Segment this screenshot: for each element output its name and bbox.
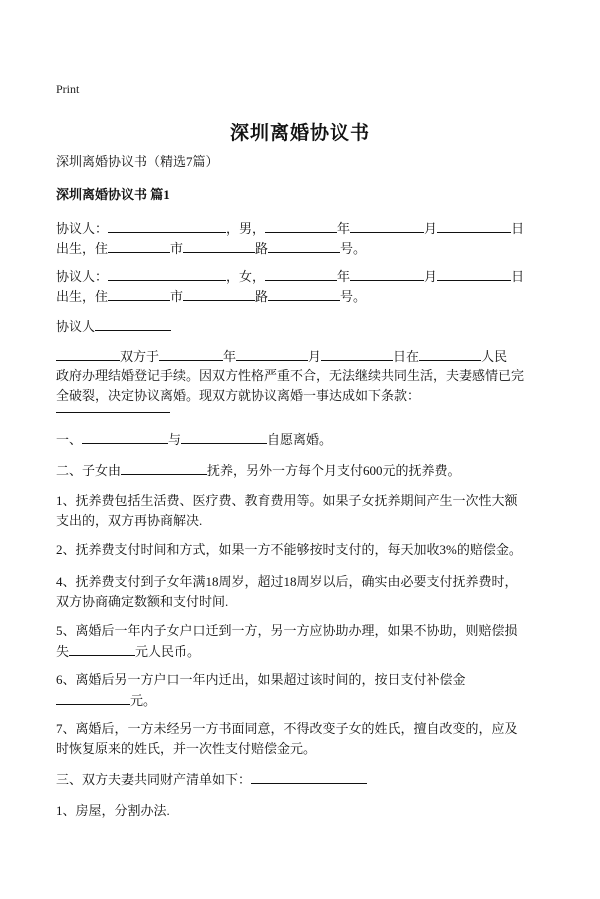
party2-city-blank (108, 286, 170, 301)
clause1-party-b-blank (181, 429, 267, 444)
document-subtitle: 深圳离婚协议书（精选7篇） (56, 154, 219, 169)
clause2-line (56, 460, 556, 481)
party1-label: 协议人： (56, 221, 109, 236)
signatory-blank (95, 316, 171, 331)
clause1-line (56, 429, 556, 450)
document-title: 深圳离婚协议书 (229, 123, 370, 144)
item5-line2 (56, 641, 556, 662)
party1-year: 年 (337, 221, 351, 236)
item6-line1: 6、离婚后另一方户口一年内迁出，如果超过该时间的，按日支付补偿金 (56, 672, 466, 687)
clause1-prefix: 一、 (56, 432, 83, 447)
intro-day-blank (321, 346, 393, 361)
intro-people-court: 人民 (481, 349, 508, 364)
party1-number: 号。 (340, 241, 367, 256)
item4-line2: 双方协商确定数额和支付时间. (56, 594, 229, 609)
party2-road: 路 (255, 289, 269, 304)
item5-line1: 5、离婚后一年内子女户口迁到一方，另一方应协助办理，如果不协助，则赔偿损 (56, 623, 518, 638)
party1-day-blank (437, 218, 511, 233)
party2-year: 年 (337, 269, 351, 284)
item4-line1: 4、抚养费支付到子女年满18周岁，超过18周岁以后，确实由必要支付抚养费时， (56, 574, 518, 589)
intro-line1 (56, 346, 556, 367)
clause3-list-blank (251, 769, 367, 784)
signatory-label: 协议人 (56, 319, 96, 334)
intro-year-blank (159, 346, 223, 361)
item6-amount-blank (56, 690, 130, 705)
signatory-line (56, 316, 556, 337)
intro-month: 月 (308, 349, 322, 364)
item1-line2: 支出的，双方再协商解决. (56, 513, 203, 528)
party1-city-blank (108, 238, 170, 253)
party2-day: 日 (511, 269, 525, 284)
party2-month-blank (350, 266, 424, 281)
clause1-party-a-blank (82, 429, 168, 444)
item6-suffix: 元。 (130, 693, 157, 708)
intro-day-at: 日在 (393, 349, 420, 364)
party1-city: 市 (170, 241, 184, 256)
party2-gender: ，女， (226, 269, 266, 284)
clause2-prefix: 二、子女由 (56, 463, 122, 478)
item5-suffix: 元人民币。 (135, 644, 201, 659)
item2-line: 2、抚养费支付时间和方式，如果一方不能够按时支付的，每天加收3%的赔偿金。 (56, 542, 522, 557)
clause1-and: 与 (168, 432, 182, 447)
intro-names-blank (56, 346, 120, 361)
intro-both-parties: 双方于 (120, 349, 160, 364)
party1-number-blank (268, 238, 340, 253)
party1-name-blank (108, 218, 226, 233)
item7-line2: 时恢复原来的姓氏，并一次性支付赔偿金元。 (56, 741, 317, 756)
party1-month: 月 (424, 221, 438, 236)
party1-road-blank (183, 238, 255, 253)
party1-year-blank (265, 218, 337, 233)
item5-prefix: 失 (56, 644, 70, 659)
item5-amount-blank (69, 641, 135, 656)
party2-number-blank (268, 286, 340, 301)
party2-label: 协议人： (56, 269, 109, 284)
clause3-line (56, 769, 556, 790)
party1-month-blank (350, 218, 424, 233)
party2-name-blank (108, 266, 226, 281)
intro-place-blank (419, 346, 481, 361)
clause1-suffix: 自愿离婚。 (267, 432, 333, 447)
property1-line: 1、房屋，分割办法. (56, 803, 170, 818)
party2-number: 号。 (340, 289, 367, 304)
item1-line1: 1、抚养费包括生活费、医疗费、教育费用等。如果子女抚养期间产生一次性大额 (56, 493, 518, 508)
print-label: Print (56, 82, 80, 96)
party1-line1 (56, 218, 556, 239)
party1-gender: ，男， (226, 221, 266, 236)
party2-line1 (56, 266, 556, 287)
intro-month-blank (236, 346, 308, 361)
party2-year-blank (265, 266, 337, 281)
item7-line1: 7、离婚后，一方未经另一方书面同意，不得改变子女的姓氏，擅自改变的，应及 (56, 721, 518, 736)
party2-month: 月 (424, 269, 438, 284)
intro-year: 年 (223, 349, 237, 364)
intro-line3: 全破裂，决定协议离婚。现双方就协议离婚一事达成如下条款： (56, 388, 421, 403)
party2-road-blank (183, 286, 255, 301)
party2-line2 (56, 286, 556, 307)
party1-line2 (56, 238, 556, 259)
party1-born: 出生，住 (56, 241, 109, 256)
intro-trailing-blank (56, 412, 170, 413)
party2-born: 出生，住 (56, 289, 109, 304)
party2-city: 市 (170, 289, 184, 304)
section-title: 深圳离婚协议书 篇1 (56, 187, 170, 202)
party2-day-blank (437, 266, 511, 281)
clause3-text: 三、双方夫妻共同财产清单如下： (56, 772, 252, 787)
clause2-custodian-blank (121, 460, 207, 475)
party1-road: 路 (255, 241, 269, 256)
item6-line2 (56, 690, 556, 711)
intro-line2: 政府办理结婚登记手续。因双方性格严重不合，无法继续共同生活，夫妻感情已完 (56, 368, 525, 383)
clause2-suffix: 抚养，另外一方每个月支付600元的抚养费。 (207, 463, 461, 478)
party1-day: 日 (511, 221, 525, 236)
